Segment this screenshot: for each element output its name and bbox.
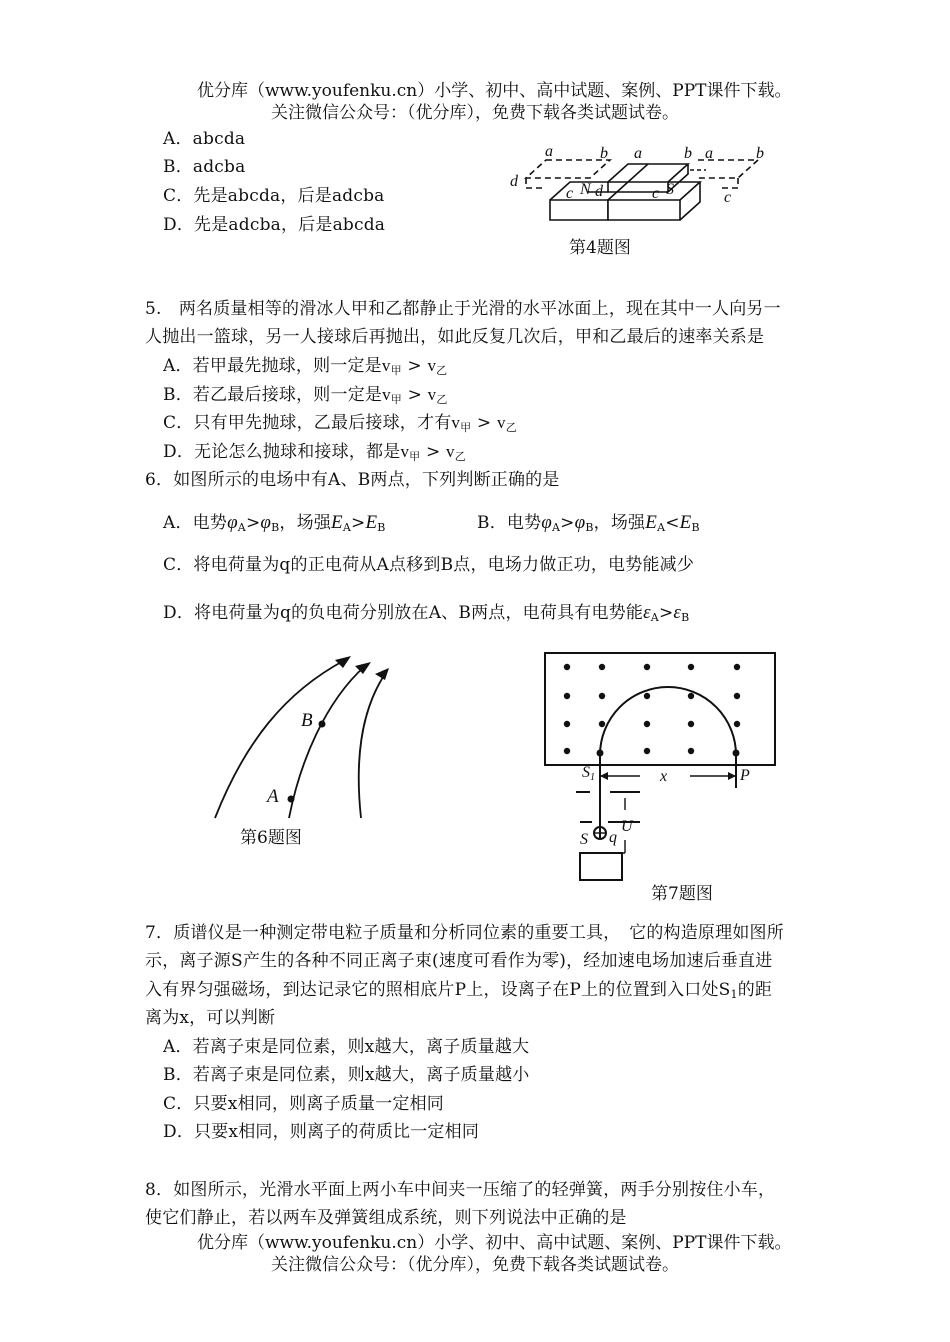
- v-symbol: v: [446, 442, 455, 461]
- fig4-label-s: S: [666, 181, 674, 198]
- fig4-label-b-right: b: [756, 145, 764, 162]
- label-q: q: [609, 829, 617, 846]
- q6-option-a: [163, 508, 386, 534]
- q5-stem-1: 5. 两名质量相等的滑冰人甲和乙都静止于光滑的水平冰面上，现在其中一人向另一: [145, 299, 781, 319]
- field-line-2: [289, 666, 365, 818]
- point-a: [288, 796, 295, 803]
- q7-option-c: C．只要x相同，则离子质量一定相同: [163, 1094, 444, 1114]
- phi-symbol: φ: [541, 512, 553, 533]
- arrowhead-1: [335, 656, 351, 668]
- header-line-1: 优分库（www.youfenku.cn）小学、初中、高中试题、案例、PPT课件下载。: [197, 81, 792, 101]
- gt-symbol: >: [351, 513, 366, 533]
- lt-symbol: <: [665, 513, 680, 533]
- sub-b: B: [691, 521, 700, 534]
- e-symbol: E: [331, 512, 343, 533]
- label-x: x: [660, 768, 668, 785]
- q5-option-d: [163, 437, 466, 464]
- fig4-label-a-center: a: [634, 145, 642, 162]
- gt-symbol: >: [245, 513, 261, 533]
- q5-option-b-text: B．若乙最后接球，则一定是: [163, 385, 383, 405]
- q5-option-d-text: D．无论怎么抛球和接球，都是: [163, 442, 401, 462]
- q7-stem-3: [145, 975, 772, 1001]
- field-line-3: [359, 674, 385, 818]
- q8-stem-1: 8．如图所示，光滑水平面上两小车中间夹一压缩了的轻弹簧，两手分别按住小车，: [145, 1180, 776, 1200]
- phi-symbol: φ: [260, 512, 272, 533]
- q4-option-b: B．adcba: [163, 157, 246, 177]
- label-a: A: [267, 786, 279, 807]
- gt-symbol: >: [420, 442, 446, 462]
- magnetic-field-box: [545, 653, 775, 765]
- sub-a: A: [650, 611, 659, 624]
- sub-b: B: [377, 521, 386, 534]
- q7-option-b: B．若离子束是同位素，则x越大，离子质量越小: [163, 1065, 530, 1085]
- q7-stem-4: 离为x，可以判断: [145, 1008, 276, 1028]
- footer-line-1: 优分库（www.youfenku.cn）小学、初中、高中试题、案例、PPT课件下载。: [197, 1233, 792, 1253]
- sub-a: A: [552, 521, 561, 534]
- sub-jia: 甲: [460, 421, 472, 434]
- q5-stem-2: 人抛出一篮球，另一人接球后再抛出，如此反复几次后，甲和乙最后的速率关系是: [145, 327, 765, 347]
- gt-symbol: >: [658, 603, 674, 623]
- sub-b: B: [271, 521, 280, 534]
- v-symbol: v: [496, 413, 506, 432]
- q6-option-b: [477, 508, 700, 534]
- fig4-label-c-center: c: [652, 185, 660, 202]
- label-b: B: [301, 710, 313, 731]
- fig4-label-b-center: b: [684, 145, 692, 162]
- fig4-label-c-right: c: [724, 189, 732, 206]
- sub-a: A: [657, 521, 666, 534]
- sub-b: B: [681, 611, 690, 624]
- v-symbol: v: [382, 385, 391, 404]
- sub-jia: 甲: [390, 364, 402, 377]
- sub-jia: 甲: [390, 393, 402, 406]
- e-symbol: E: [365, 512, 378, 533]
- fig4-label-a-left: a: [545, 143, 553, 160]
- point-b: [319, 721, 326, 728]
- fig4-label-d-center: d: [595, 183, 603, 200]
- gt-symbol: >: [560, 513, 575, 533]
- v-symbol: v: [381, 356, 391, 375]
- v-symbol: v: [427, 356, 437, 375]
- label-u: U: [621, 818, 633, 835]
- q6-option-a-mid: ，场强: [279, 513, 332, 533]
- fig4-label-c-left: c: [566, 185, 574, 202]
- figure-4: [500, 142, 780, 234]
- q4-option-d: D．先是adcba，后是abcda: [163, 215, 386, 235]
- sub-yi: 乙: [436, 364, 448, 377]
- q5-option-a-text: A．若甲最先抛球，则一定是: [163, 356, 382, 376]
- q4-option-a: A．abcda: [163, 129, 246, 149]
- sub-a: A: [237, 521, 246, 534]
- fig4-label-d-left: d: [510, 173, 518, 190]
- gt-symbol: >: [401, 356, 428, 376]
- q6-option-a-pre: A．电势: [163, 513, 228, 533]
- x-arrow-left: [600, 772, 608, 780]
- q7-stem-3-text: 入有界匀强磁场，到达记录它的照相底片P上，设离子在P上的位置到入口处S: [145, 980, 731, 1000]
- s1-sub: 1: [730, 988, 738, 1001]
- q5-option-a: [163, 351, 447, 378]
- phi-symbol: φ: [574, 512, 586, 533]
- sub-yi: 乙: [436, 393, 448, 406]
- q7-option-a: A．若离子束是同位素，则x越大，离子质量越大: [163, 1037, 530, 1057]
- q7-caption: 第7题图: [651, 884, 713, 904]
- epsilon-symbol: ε: [643, 602, 651, 623]
- v-symbol: v: [427, 385, 437, 404]
- sub-jia: 甲: [409, 450, 421, 463]
- q6-option-b-mid: ，场强: [593, 513, 646, 533]
- q6-stem: 6．如图所示的电场中有A、B两点，下列判断正确的是: [145, 470, 560, 490]
- label-s1: S1: [582, 764, 595, 783]
- figure-7: [540, 650, 780, 885]
- e-symbol: E: [645, 512, 658, 533]
- figure-6: [205, 652, 405, 822]
- v-symbol: v: [451, 413, 461, 432]
- ion-path: [600, 687, 736, 755]
- epsilon-symbol: ε: [673, 602, 682, 623]
- e-symbol: E: [679, 512, 692, 533]
- sub-b: B: [585, 521, 594, 534]
- sub-a: A: [342, 521, 351, 534]
- q6-option-d: [163, 598, 689, 624]
- q4-option-c: C．先是abcda，后是adcba: [163, 186, 385, 206]
- fig4-label-a-right: a: [705, 145, 713, 162]
- q4-caption: 第4题图: [569, 238, 631, 258]
- gt-symbol: >: [402, 385, 428, 405]
- source-box: [580, 853, 622, 880]
- q5-option-c: [163, 408, 517, 435]
- label-p: P: [740, 767, 750, 784]
- sub-yi: 乙: [505, 421, 517, 434]
- gt-symbol: >: [471, 413, 497, 433]
- field-line-1: [215, 660, 345, 818]
- fig4-label-b-left: b: [600, 145, 608, 162]
- footer-line-2: 关注微信公众号：（优分库），免费下载各类试题试卷。: [271, 1255, 679, 1275]
- label-s: S: [580, 831, 588, 848]
- q5-option-b: [163, 380, 448, 407]
- header-line-2: 关注微信公众号：（优分库），免费下载各类试题试卷。: [271, 103, 679, 123]
- fig4-label-n: N: [580, 181, 591, 198]
- q7-stem-1: 7．质谱仪是一种测定带电粒子质量和分析同位素的重要工具， 它的构造原理如图所: [145, 923, 784, 943]
- q6-caption: 第6题图: [240, 828, 302, 848]
- v-symbol: v: [400, 442, 410, 461]
- q7-stem-2: 示，离子源S产生的各种不同正离子束(速度可看作为零)，经加速电场加速后垂直进: [145, 951, 773, 971]
- sub-yi: 乙: [454, 450, 466, 463]
- q6-option-d-pre: D．将电荷量为q的负电荷分别放在A、B两点，电荷具有电势能: [163, 603, 644, 623]
- phi-symbol: φ: [227, 512, 238, 533]
- q8-stem-2: 使它们静止，若以两车及弹簧组成系统，则下列说法中正确的是: [145, 1208, 627, 1228]
- q7-stem-3-end: 的距: [737, 980, 773, 1000]
- x-arrow-right: [728, 772, 736, 780]
- q6-option-b-pre: B．电势: [477, 513, 542, 533]
- q5-option-c-text: C．只有甲先抛球，乙最后接球，才有: [163, 413, 452, 433]
- q6-option-c: C．将电荷量为q的正电荷从A点移到B点，电场力做正功，电势能减少: [163, 555, 695, 575]
- q7-option-d: D．只要x相同，则离子的荷质比一定相同: [163, 1122, 480, 1142]
